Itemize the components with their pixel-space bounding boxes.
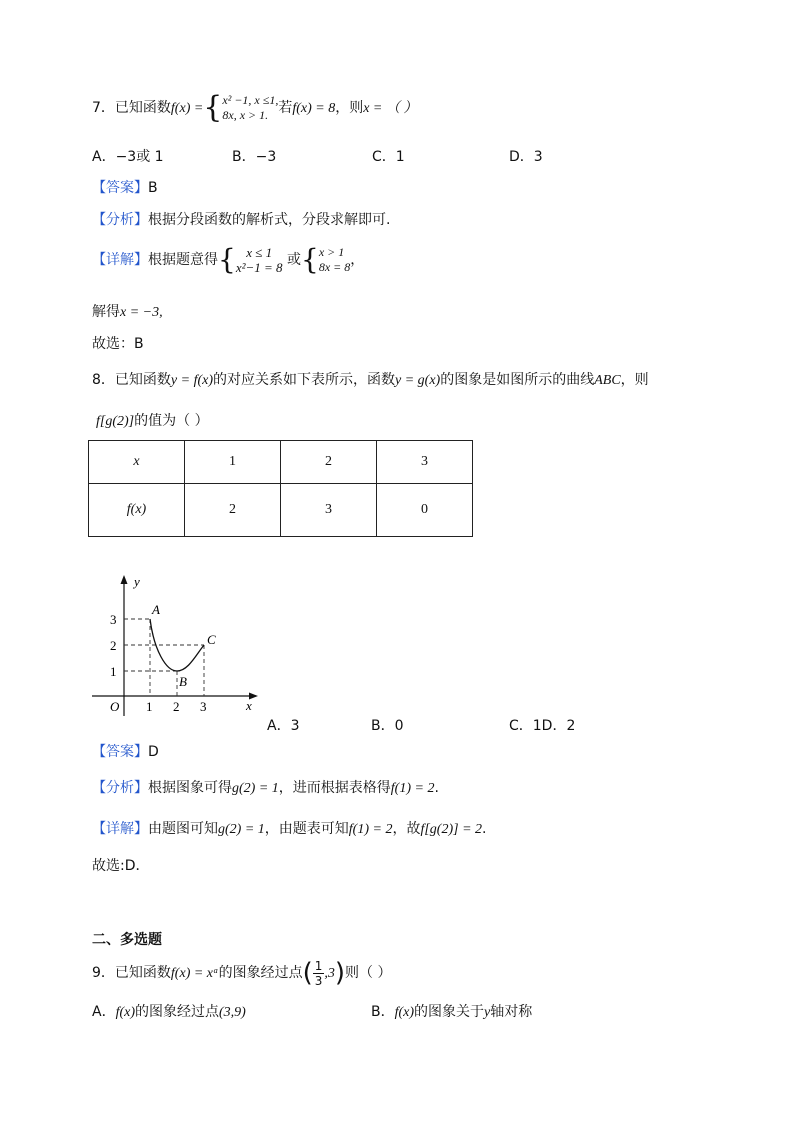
q8-choose: 故选:D． <box>92 858 150 874</box>
q8-graph <box>88 570 268 720</box>
q7-sys2-a: x > 1 <box>318 245 345 259</box>
q7-sys1-b: x²−1 = 8 <box>235 260 283 275</box>
q7-sys2 <box>319 245 350 275</box>
x-tick-label: 3 <box>200 699 207 714</box>
q8-detail-c: ，故 <box>392 821 421 837</box>
paren-open: ( <box>302 958 313 988</box>
q9-option-b <box>371 1001 532 1021</box>
q9-option-b-f: f(x) <box>394 1005 415 1020</box>
q8-g2: g(2) = 1 <box>232 781 279 796</box>
y-axis-arrow <box>121 575 128 584</box>
q8-option-a: A．3 <box>267 718 300 734</box>
q7-condition: f(x) = 8 <box>292 101 336 116</box>
x-tick-label: 2 <box>173 699 180 714</box>
table-cell: x <box>89 441 185 484</box>
y-tick-label: 1 <box>110 664 117 679</box>
q7-answer-value: B <box>148 180 158 196</box>
q7-sys1-a: x ≤ 1 <box>246 245 273 260</box>
q8-detail <box>92 818 486 838</box>
q7-or: 或 <box>287 252 301 268</box>
q7-sys1 <box>236 245 283 275</box>
q8-detail-end: . <box>482 821 487 837</box>
q9-option-a-f: f(x) <box>115 1005 136 1020</box>
q8-number: 8．已知函数 <box>92 372 171 388</box>
q9-number: 9．已知函数 <box>92 965 171 981</box>
table-row <box>89 484 473 537</box>
q9-fraction <box>313 959 325 988</box>
detail-tag: 【详解】 <box>92 821 148 837</box>
q8-line1b: 的对应关系如下表所示，函数 <box>213 372 396 388</box>
q7-analysis-text: 根据分段函数的解析式，分段求解即可. <box>148 212 391 228</box>
q7-ask: x = （ ） <box>363 101 418 116</box>
table-cell: 1 <box>185 441 281 484</box>
q8-stem-line2 <box>96 410 209 430</box>
table-cell: 0 <box>377 484 473 537</box>
q7-detail <box>92 245 364 275</box>
point-b-label: B <box>179 674 187 689</box>
table-cell: f(x) <box>89 484 185 537</box>
q9-stem <box>92 958 392 988</box>
q9-option-b-label: B． <box>371 1004 395 1020</box>
x-tick-label: 1 <box>146 699 153 714</box>
q8-detail-b: ，由题表可知 <box>264 821 349 837</box>
q9-option-b-y: y <box>484 1005 491 1020</box>
q7-option-a: A．−3或 1 <box>92 149 164 165</box>
q7-choose: 故选：B <box>92 336 144 352</box>
q7-cond-prefix: 若 <box>278 100 293 116</box>
table-cell: 2 <box>281 441 377 484</box>
q7-answer <box>92 177 158 197</box>
q8-line1d: ，则 <box>620 372 649 388</box>
q8-answer <box>92 741 159 761</box>
q7-sys-end: ， <box>350 252 365 268</box>
section-title: 二、多选题 <box>92 932 162 948</box>
q7-stem <box>92 90 418 125</box>
q9-option-a-point: (3,9) <box>219 1005 246 1020</box>
q7-solve-text: 解得 <box>92 304 120 320</box>
q7-analysis <box>92 209 390 229</box>
q9-option-b-end: 轴对称 <box>490 1004 533 1020</box>
q7-solve <box>92 301 163 321</box>
detail-tag: 【详解】 <box>92 252 148 268</box>
q9-option-a-label: A． <box>92 1004 116 1020</box>
point-c-label: C <box>207 632 216 647</box>
q9-option-a-text: 的图象经过点 <box>135 1004 220 1020</box>
q7-cases <box>222 93 278 123</box>
analysis-tag: 【分析】 <box>92 212 148 228</box>
q7-option-c: C．1 <box>372 149 405 165</box>
fraction-numerator: 1 <box>314 958 323 973</box>
q8-line1c: 的图象是如图所示的曲线 <box>440 372 595 388</box>
x-axis-label: x <box>246 698 252 713</box>
q7-sys2-b: 8x = 8 <box>318 260 351 274</box>
q7-function: f(x) = <box>170 101 204 116</box>
q7-number: 7．已知函数 <box>92 100 171 116</box>
analysis-tag: 【分析】 <box>92 780 148 796</box>
q9-point-end: ,3 <box>324 966 335 981</box>
q8-line2: 的值为（ ） <box>134 413 209 429</box>
answer-tag: 【答案】 <box>92 180 148 196</box>
paren-close: ) <box>334 958 346 988</box>
q8-option-cd: C．1D．2 <box>509 718 576 734</box>
q7-brace: { <box>203 90 223 125</box>
y-axis-label: y <box>134 574 140 589</box>
q8-fg2: f[g(2)] <box>96 414 135 429</box>
q8-analysis <box>92 777 439 797</box>
q8-answer-value: D <box>148 744 159 760</box>
q8-detail-g2: g(2) = 1 <box>218 822 265 837</box>
table-row <box>89 441 473 484</box>
q8-detail-f1: f(1) = 2 <box>348 822 393 837</box>
q7-solve-value: x = −3, <box>120 305 163 320</box>
q8-yf: y = f(x) <box>170 373 214 388</box>
q8-analysis-end: . <box>434 780 439 796</box>
q9-option-b-text: 的图象关于 <box>414 1004 485 1020</box>
q8-yg: y = g(x) <box>395 373 441 388</box>
table-cell: 3 <box>377 441 473 484</box>
fraction-denominator: 3 <box>314 973 323 988</box>
q7-option-b: B．−3 <box>232 149 277 165</box>
table-cell: 2 <box>185 484 281 537</box>
q9-function: f(x) = xᵃ <box>170 966 219 981</box>
q8-f1: f(1) = 2 <box>390 781 435 796</box>
q7-sys2-brace: { <box>301 243 319 276</box>
table-cell: 3 <box>281 484 377 537</box>
guide-lines <box>124 619 204 696</box>
q8-analysis-a: 根据图象可得 <box>148 780 232 796</box>
y-tick-label: 3 <box>110 612 117 627</box>
q7-option-d: D．3 <box>509 149 543 165</box>
q8-curve-abc: ABC <box>594 373 621 388</box>
q7-detail-text: 根据题意得 <box>148 252 218 268</box>
q8-option-b: B．0 <box>371 718 404 734</box>
q8-detail-result: f[g(2)] = 2 <box>420 822 483 837</box>
q7-case-2: 8x, x > 1. <box>222 108 269 122</box>
y-tick-label: 2 <box>110 638 117 653</box>
q8-detail-a: 由题图可知 <box>148 821 218 837</box>
origin-label: O <box>110 699 120 714</box>
q7-sys1-brace: { <box>218 243 236 276</box>
answer-tag: 【答案】 <box>92 744 148 760</box>
q8-analysis-b: ，进而根据表格得 <box>278 780 391 796</box>
q9-post: 则（ ） <box>345 965 392 981</box>
point-a-label: A <box>152 602 160 617</box>
q7-cond-post: ，则 <box>335 100 364 116</box>
q9-mid: 的图象经过点 <box>218 965 303 981</box>
q8-stem-line1 <box>92 369 649 389</box>
q9-option-a <box>92 1001 246 1021</box>
q7-case-1: x² −1, x ≤1, <box>222 93 279 107</box>
q8-value-table <box>88 440 473 537</box>
